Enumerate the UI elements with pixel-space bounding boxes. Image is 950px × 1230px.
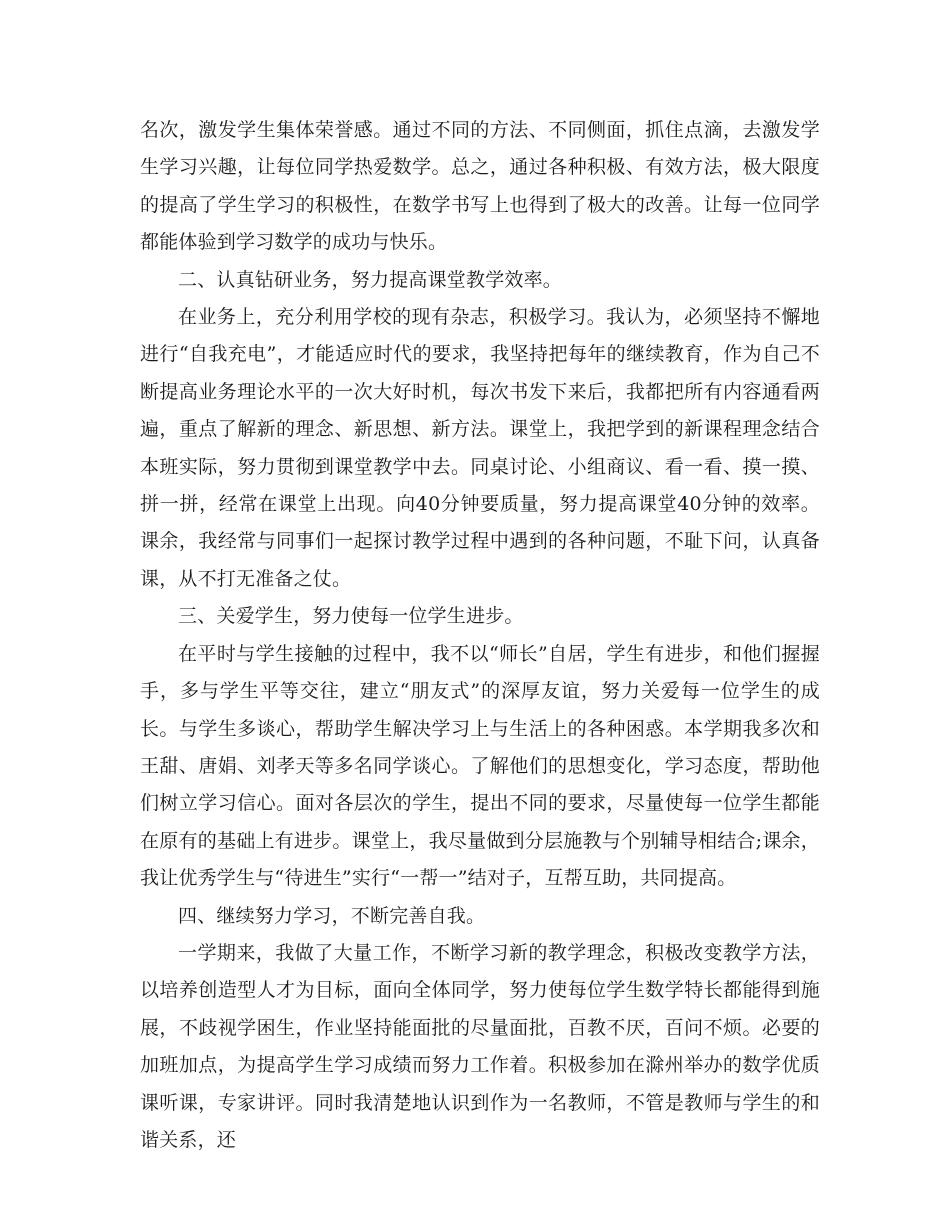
paragraph-2: 在业务上，充分利用学校的现有杂志，积极学习。我认为，必须坚持不懈地进行“自我充电”，才能适应时代的要求，我坚持把每年的继续教育，作为自己不断提高业务理论水平的一次大好时机，每次书发下来后，我都把所有内容通看两遍，重点了解新的理念、新思想、新方法。课堂上，我把学到的新课程理念结合本班实际，努力贯彻到课堂教学中去。同桌讨论、小组商议、看一看、摸一摸、拼一拼，经常在课堂上出现。向40分钟要质量，努力提高课堂40分钟的效率。课余，我经常与同事们一起探讨教学过程中遇到的各种问题，不耻下问，认真备课，从不打无准备之仗。	[140, 306, 820, 590]
paragraph-1: 名次，激发学生集体荣誉感。通过不同的方法、不同侧面，抓住点滴，去激发学生学习兴趣，让每位同学热爱数学。总之，通过各种积极、有效方法，极大限度的提高了学生学习的积极性，在数学书写上也得到了极大的改善。让每一位同学都能体验到学习数学的成功与快乐。	[140, 119, 820, 254]
section-heading-3: 三、关爱学生，努力使每一位学生进步。	[178, 605, 524, 628]
section-heading-4: 四、继续努力学习，不断完善自我。	[178, 904, 486, 927]
document-body	[140, 112, 820, 1159]
paragraph-3: 在平时与学生接触的过程中，我不以“师长”自居，学生有进步，和他们握握手，多与学生平等交往，建立“朋友式”的深厚友谊，努力关爱每一位学生的成长。与学生多谈心，帮助学生解决学习上与生活上的各种困惑。本学期我多次和王甜、唐娟、刘孝天等多名同学谈心。了解他们的思想变化，学习态度，帮助他们树立学习信心。面对各层次的学生，提出不同的要求，尽量使每一位学生都能在原有的基础上有进步。课堂上，我尽量做到分层施教与个别辅导相结合;课余，我让优秀学生与“待进生”实行“一帮一”结对子，互帮互助，共同提高。	[140, 642, 820, 890]
section-heading-2: 二、认真钻研业务，努力提高课堂教学效率。	[178, 268, 563, 291]
paragraph-4: 一学期来，我做了大量工作，不断学习新的教学理念，积极改变教学方法，以培养创造型人才为目标，面向全体同学，努力使每位学生数学特长都能得到施展，不歧视学困生，作业坚持能面批的尽量面批，百教不厌，百问不烦。必要的加班加点，为提高学生学习成绩而努力工作着。积极参加在滁州举办的数学优质课听课，专家讲评。同时我清楚地认识到作为一名教师，不管是教师与学生的和谐关系，还	[140, 941, 820, 1151]
